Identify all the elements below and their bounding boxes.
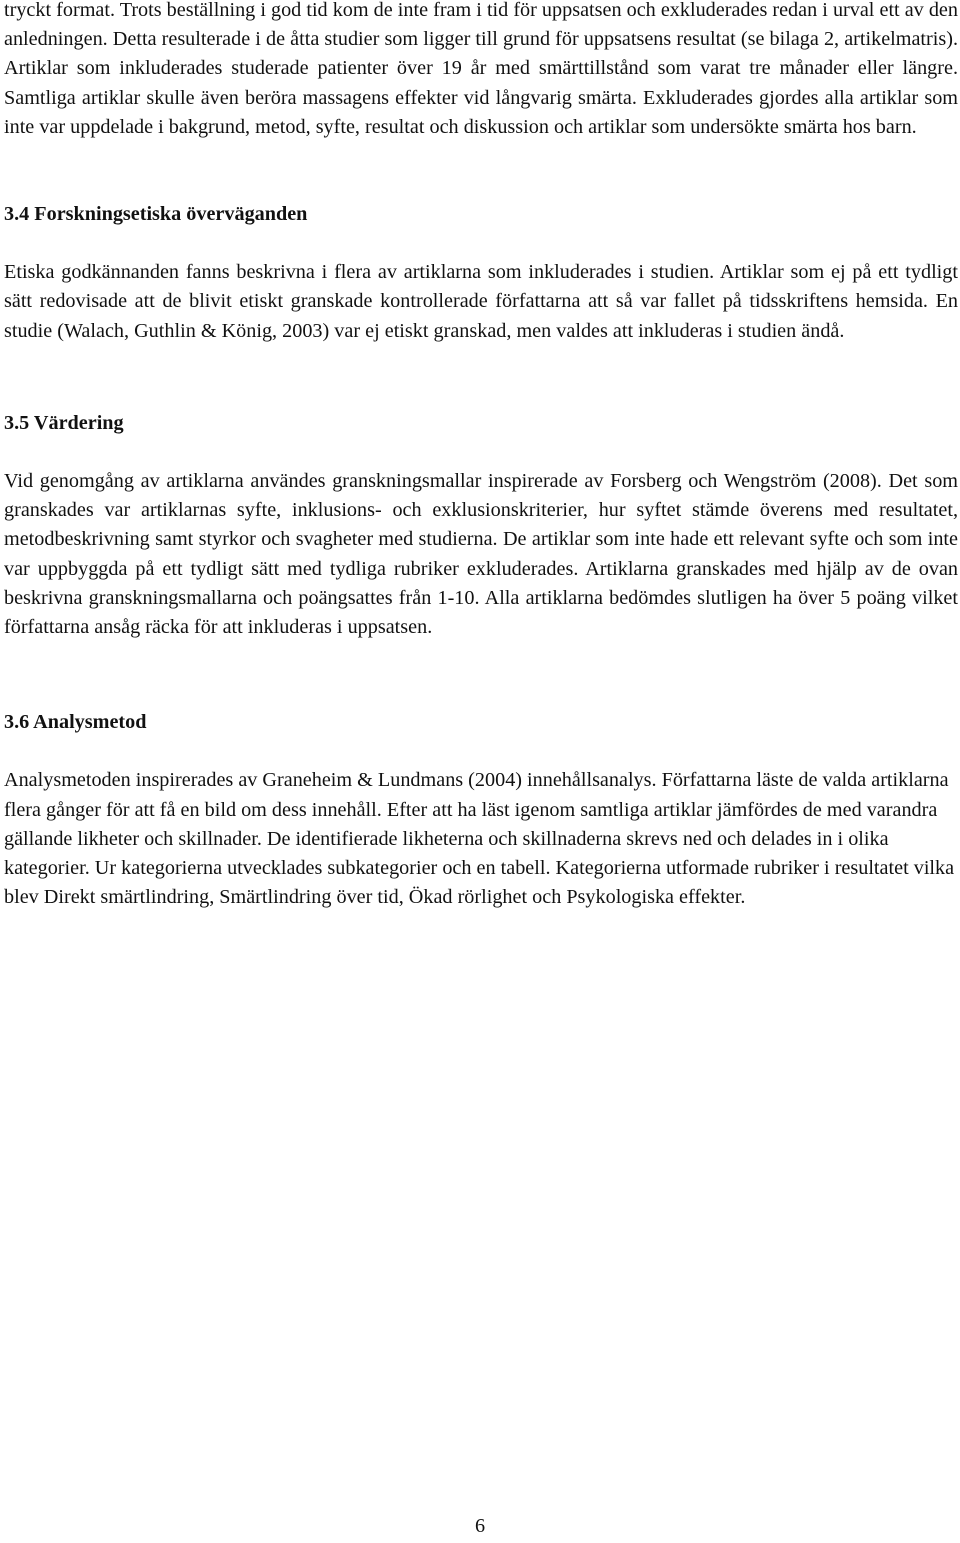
intro-paragraph: tryckt format. Trots beställning i god tid kom de inte fram i tid för uppsatsen och exkluderades redan i urval ett av den anledningen. Detta resulterade i de åtta studier som ligger till grund för uppsatsens resultat (se bilaga 2, artikelmatris). Artiklar som inkluderades studerade patienter över 19 år med smärttillstånd som varat tre månader eller längre. Samtliga artiklar skulle även beröra massagens effekter vid långvarig smärta. Exkluderades gjordes alla artiklar som inte var uppdelade i bakgrund, metod, syfte, resultat och diskussion och artiklar som undersökte smärta hos barn. [4,0,958,138]
section-heading-ethics: 3.4 Forskningsetiska överväganden [4,203,308,226]
section-heading-assessment: 3.5 Värdering [4,411,124,434]
section-body-assessment: Vid genomgång av artiklarna användes granskningsmallar inspirerade av Forsberg och Wengström (2008). Det som granskades var artiklarnas syfte, inklusions- och exklusionskriterier, hur syftet stämde överens med resultatet, metodbeskrivning samt styrkor och svagheter med studierna. De artiklar som inte hade ett relevant syfte och som inte var uppbyggda på ett tydligt sätt med tydliga rubriker exkluderades. Artiklarna granskades med hjälp av de ovan beskrivna granskningsmallarna och poängsattes från 1-10. Alla artiklarna bedömdes slutligen ha över 5 poäng vilket författarna ansåg räcka för att inkluderas i uppsatsen. [4,470,958,639]
section-body-ethics: Etiska godkännanden fanns beskrivna i flera av artiklarna som inkluderades i studien. Artiklar som ej på ett tydligt sätt redovisade att de blivit etiskt granskade kontrollerade författarna att så var fallet på tidsskriftens hemsida. En studie (Walach, Guthlin & König, 2003) var ej etiskt granskad, men valdes att inkluderas i studien ändå. [4,261,958,342]
page-number: 6 [474,1515,486,1537]
section-body-analysis: Analysmetoden inspirerades av Graneheim & Lundmans (2004) innehållsanalys. Författarna läste de valda artiklarna flera gånger för att få en bild om dess innehåll. Efter att ha läst igenom samtliga artiklar jämfördes de med varandra gällande likheter och skillnader. De identifierade likheterna och skillnaderna skrevs ned och delades in i olika kategorier. Ur kategorierna utvecklades subkategorier och en tabell. Kategorierna utformade rubriker i resultatet vilka blev Direkt smärtlindring, Smärtlindring över tid, Ökad rörlighet och Psykologiska effekter. [4,769,955,909]
document-page [4,0,958,912]
section-heading-analysis: 3.6 Analysmetod [4,711,147,734]
